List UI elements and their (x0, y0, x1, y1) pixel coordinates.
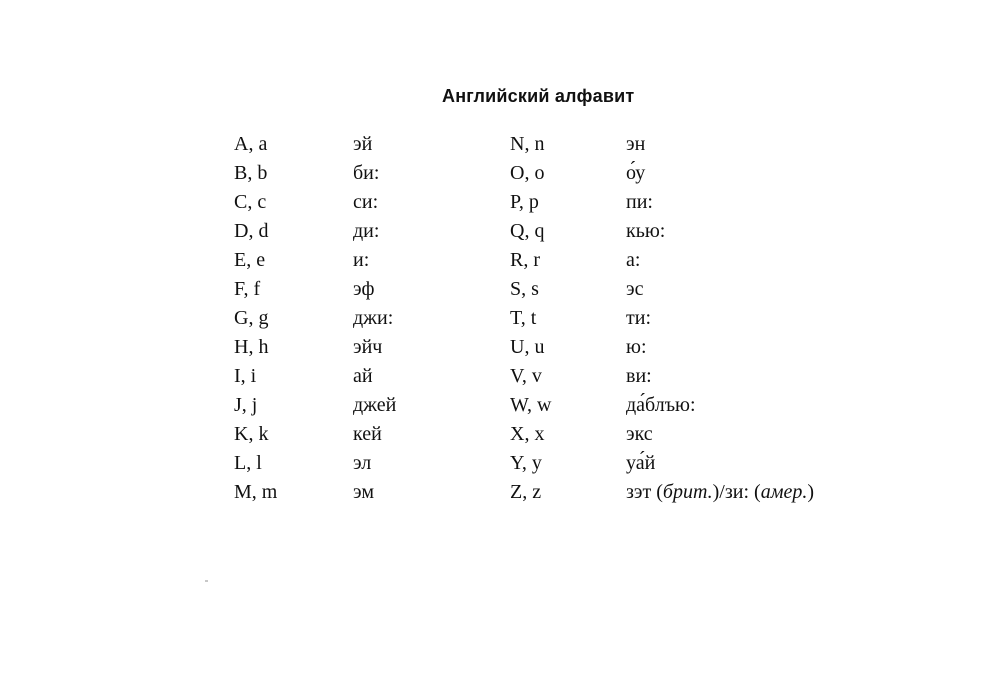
table-row (0, 304, 1000, 333)
pronunciation-cell: эн (626, 133, 646, 155)
z-pron-british: зэт ( (626, 481, 663, 503)
letter-cell: N, n (510, 133, 545, 155)
scan-speck (205, 580, 208, 582)
letter-cell: J, j (234, 394, 258, 416)
pronunciation-cell: кью: (626, 220, 666, 242)
pronunciation-cell: ю: (626, 336, 647, 358)
pronunciation-cell: пи: (626, 191, 653, 213)
letter-cell: P, p (510, 191, 539, 213)
z-pron-american: )/зи: ( (712, 481, 761, 503)
letter-cell: Y, y (510, 452, 542, 474)
pronunciation-cell: а: (626, 249, 641, 271)
pronunciation-cell: ти: (626, 307, 651, 329)
letter-cell: E, e (234, 249, 266, 271)
letter-cell: A, a (234, 133, 268, 155)
alphabet-table (0, 130, 1000, 507)
letter-cell: W, w (510, 394, 552, 416)
letter-cell: C, c (234, 191, 267, 213)
letter-cell: G, g (234, 307, 269, 329)
table-row (0, 420, 1000, 449)
table-row (0, 478, 1000, 507)
letter-cell: H, h (234, 336, 269, 358)
letter-cell: O, o (510, 162, 545, 184)
z-label-american: амер. (760, 481, 808, 503)
pronunciation-cell: уа́й (626, 452, 656, 474)
pronunciation-cell: экс (626, 423, 653, 445)
letter-cell: M, m (234, 481, 278, 503)
z-label-british: брит. (662, 481, 713, 503)
pronunciation-cell: джей (353, 394, 397, 416)
letter-cell: S, s (510, 278, 539, 300)
table-row (0, 275, 1000, 304)
letter-cell: Q, q (510, 220, 545, 242)
letter-cell: K, k (234, 423, 269, 445)
pronunciation-z-cell (626, 478, 814, 507)
table-row (0, 391, 1000, 420)
page-title: Английский алфавит (442, 86, 635, 106)
table-row (0, 362, 1000, 391)
table-row (0, 159, 1000, 188)
letter-cell: B, b (234, 162, 268, 184)
table-row (0, 217, 1000, 246)
pronunciation-cell: си: (353, 191, 379, 213)
letter-cell: R, r (510, 249, 540, 271)
pronunciation-cell: эл (353, 452, 372, 474)
pronunciation-cell: эф (353, 278, 375, 300)
z-close-paren: ) (807, 481, 814, 503)
pronunciation-cell: да́блъю: (626, 394, 696, 416)
pronunciation-cell: кей (353, 423, 382, 445)
letter-cell: Z, z (510, 481, 542, 503)
table-row (0, 333, 1000, 362)
letter-cell: T, t (510, 307, 537, 329)
pronunciation-cell: ди: (353, 220, 380, 242)
pronunciation-cell: эм (353, 481, 375, 503)
pronunciation-cell: ви: (626, 365, 652, 387)
table-row (0, 130, 1000, 159)
letter-cell: I, i (234, 365, 257, 387)
letter-cell: V, v (510, 365, 542, 387)
table-row (0, 246, 1000, 275)
pronunciation-cell: о́у (626, 162, 646, 184)
letter-cell: F, f (234, 278, 261, 300)
table-row (0, 188, 1000, 217)
table-row (0, 449, 1000, 478)
pronunciation-cell: би: (353, 162, 380, 184)
pronunciation-cell: эйч (353, 336, 383, 358)
letter-cell: D, d (234, 220, 269, 242)
pronunciation-cell: джи: (353, 307, 394, 329)
pronunciation-cell: ай (353, 365, 373, 387)
pronunciation-cell: эй (353, 133, 373, 155)
letter-cell: L, l (234, 452, 262, 474)
pronunciation-cell: эс (626, 278, 644, 300)
letter-cell: U, u (510, 336, 545, 358)
pronunciation-cell: и: (353, 249, 370, 271)
letter-cell: X, x (510, 423, 545, 445)
